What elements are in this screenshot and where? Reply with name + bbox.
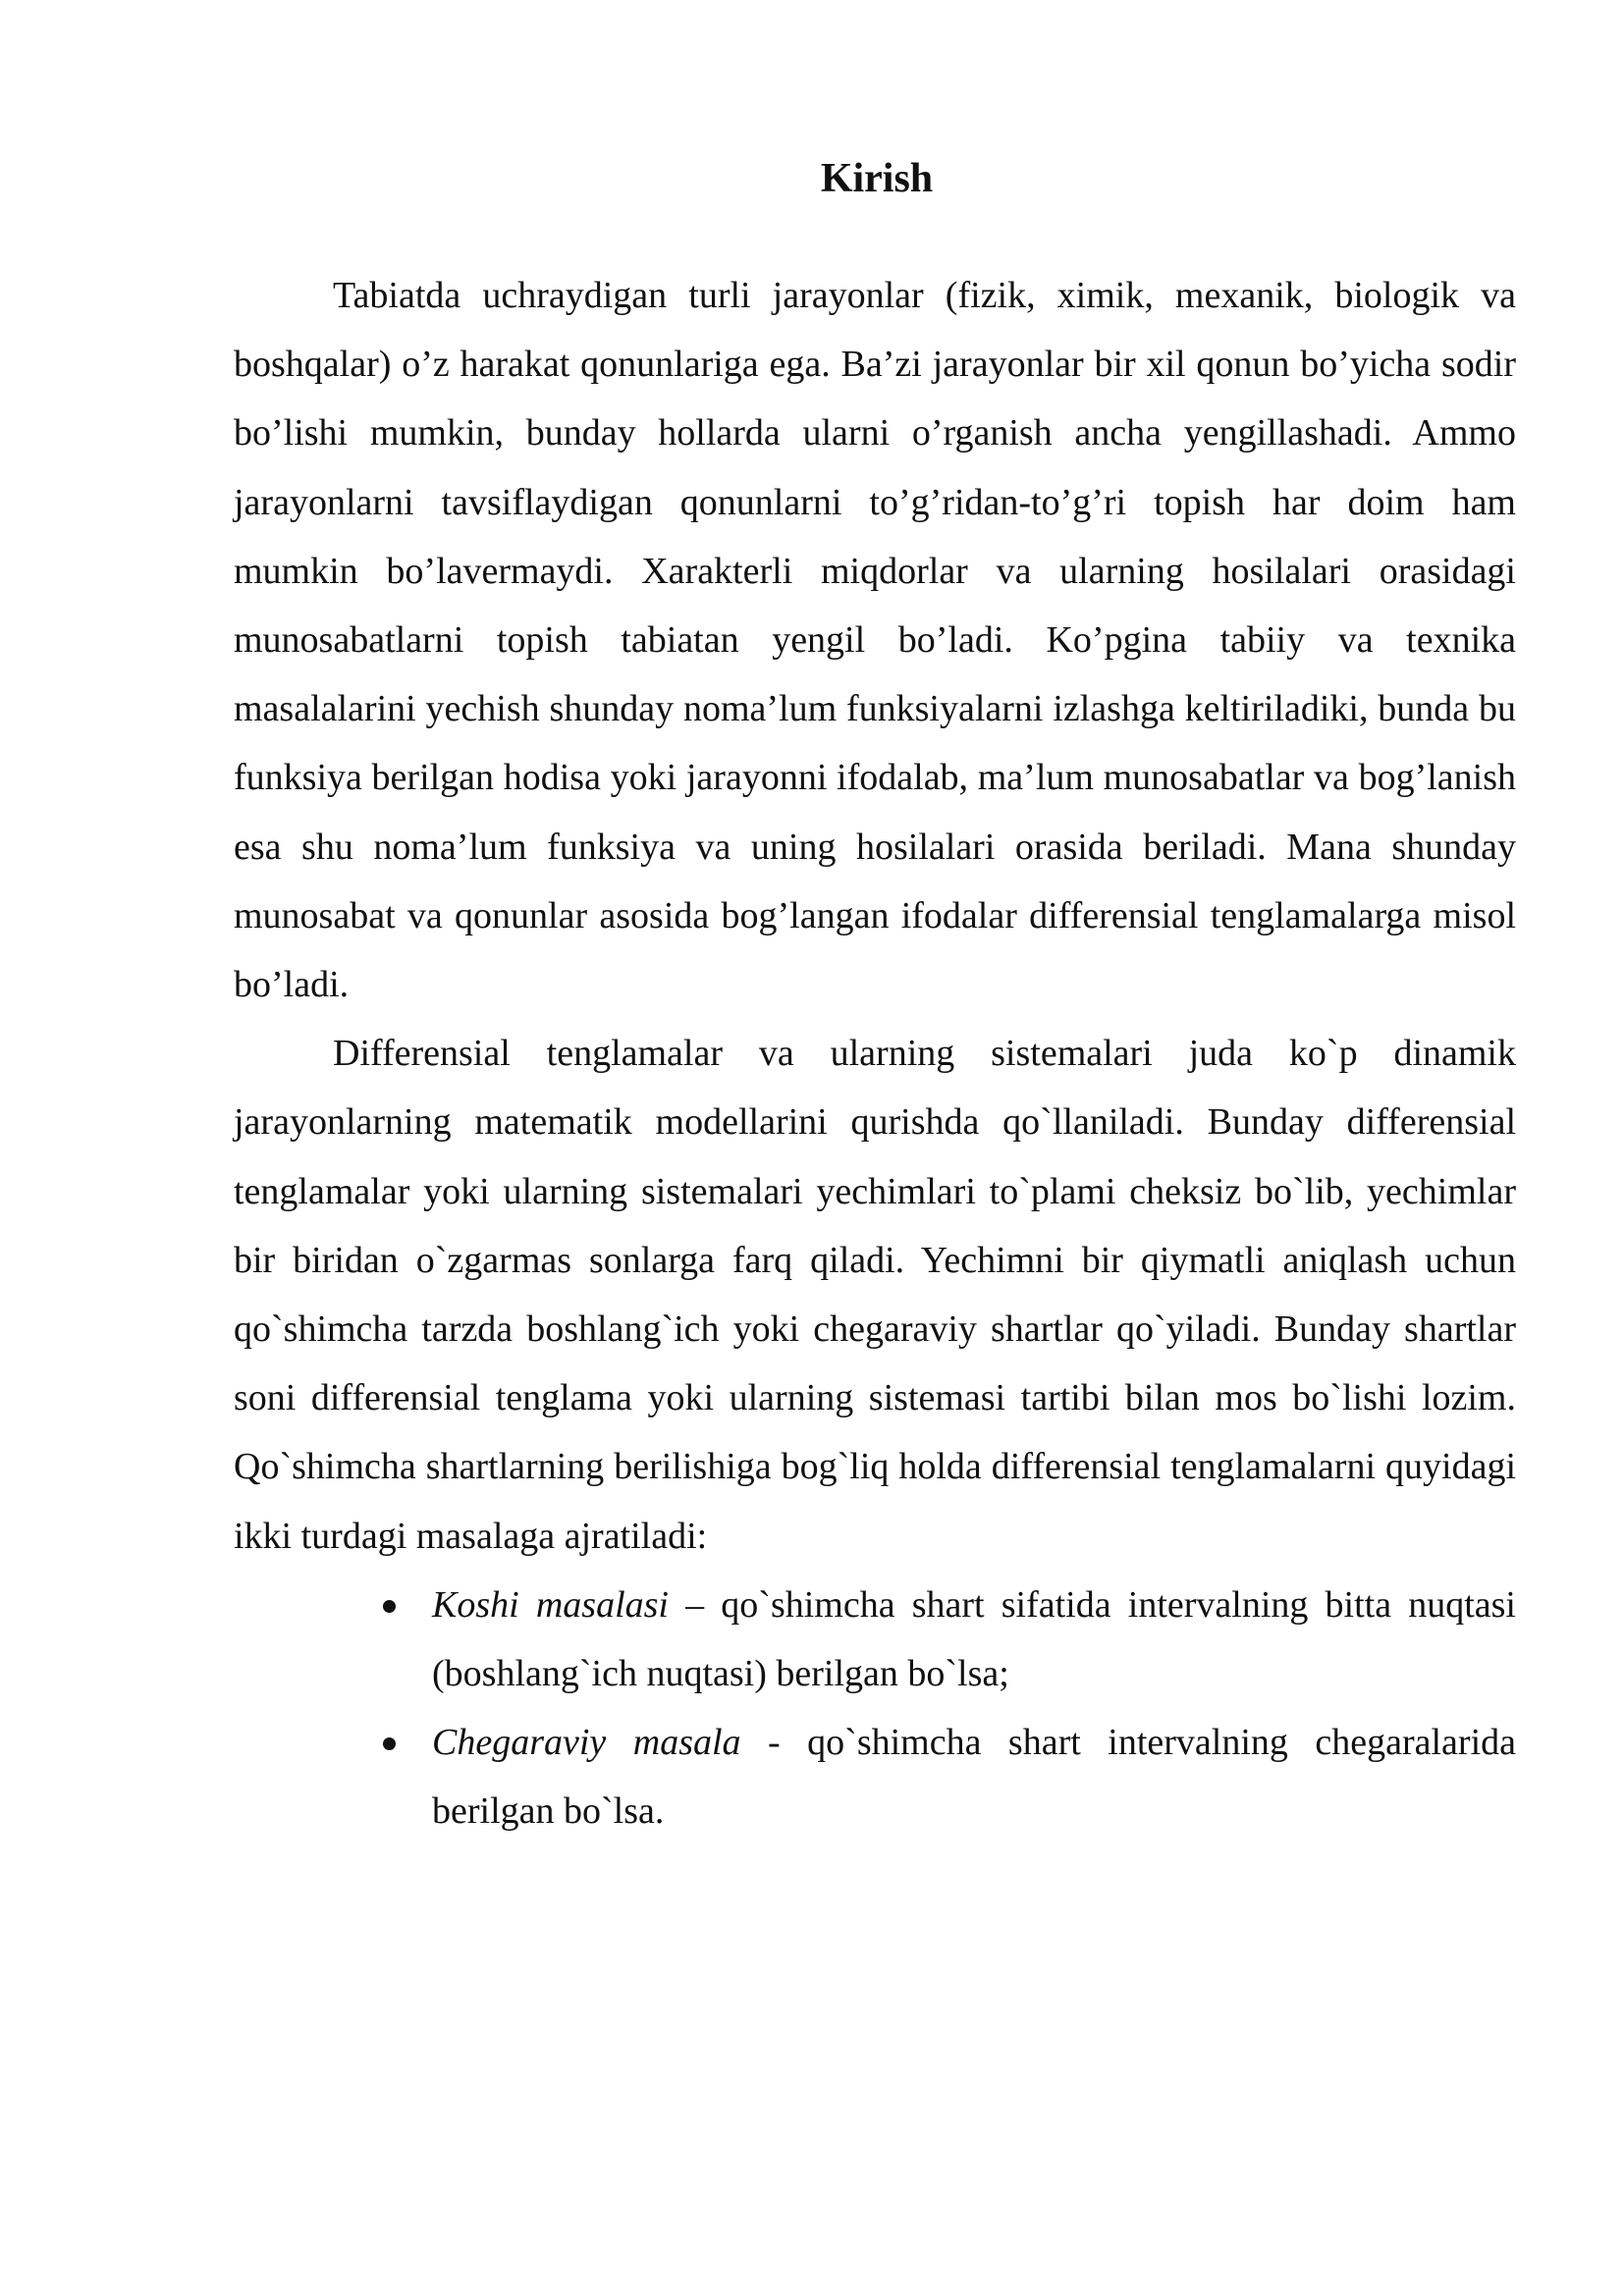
term-chegaraviy-masala: Chegaraviy masala xyxy=(432,1722,741,1764)
page-title: Kirish xyxy=(820,156,934,201)
paragraph-differential-equations: Differensial tenglamalar va ularning sistemalari juda ko`p dinamik jarayonlarning matematik modellarini qurishda qo`llaniladi. Bunday differensial tenglamalar yoki ularning sistemalari yechimlari to`plami cheksiz bo`lib, yechimlar bir biridan o`zgarmas sonlarga farq qiladi. Yechimni bir qiymatli aniqlash uchun qo`shimcha tarzda boshlang`ich yoki chegaraviy shartlar qo`yiladi. Bunday shartlar soni differensial tenglama yoki ularning sistemasi tartibi bilan mos bo`lishi lozim. Qo`shimcha shartlarning berilishiga bog`liq holda differensial tenglamalarni quyidagi ikki turdagi masalaga ajratiladi: xyxy=(234,1033,1516,1557)
definition-chegaraviy-masala: - qo`shimcha shart intervalning chegaralarida berilgan bo`lsa. xyxy=(432,1722,1516,1833)
term-koshi-masalasi: Koshi masalasi xyxy=(432,1583,669,1626)
bullet-icon xyxy=(383,1600,396,1613)
paragraph-intro: Tabiatda uchraydigan turli jarayonlar (fizik, ximik, mexanik, biologik va boshqalar) o’z harakat qonunlariga ega. Ba’zi jarayonlar bir xil qonun bo’yicha sodir bo’lishi mumkin, bunday hollarda ularni o’rganish ancha yengillashadi. Ammo jarayonlarni tavsiflaydigan qonunlarni to’g’ridan-to’g’ri topish har doim ham mumkin bo’lavermaydi. Xarakterli miqdorlar va ularning hosilalari orasidagi munosabatlarni topish tabiatan yengil bo’ladi. Ko’pgina tabiiy va texnika masalalarini yechish shunday noma’lum funksiyalarni izlashga keltiriladiki, bunda bu funksiya berilgan hodisa yoki jarayonni ifodalab, ma’lum munosabatlar va bog’lanish esa shu noma’lum funksiya va uning hosilalari orasida beriladi. Mana shunday munosabat va qonunlar asosida bog’langan ifodalar differensial tenglamalarga misol bo’ladi. xyxy=(234,275,1516,1006)
list-item-chegaraviy xyxy=(432,1708,1516,1845)
list-item-koshi xyxy=(432,1571,1516,1708)
bullet-icon xyxy=(383,1737,396,1750)
document-body xyxy=(234,261,1516,1846)
problem-types-list xyxy=(234,1571,1516,1846)
definition-koshi-masalasi: – qo`shimcha shart sifatida intervalning bitta nuqtasi (boshlang`ich nuqtasi) berilgan bo`lsa; xyxy=(432,1583,1516,1695)
